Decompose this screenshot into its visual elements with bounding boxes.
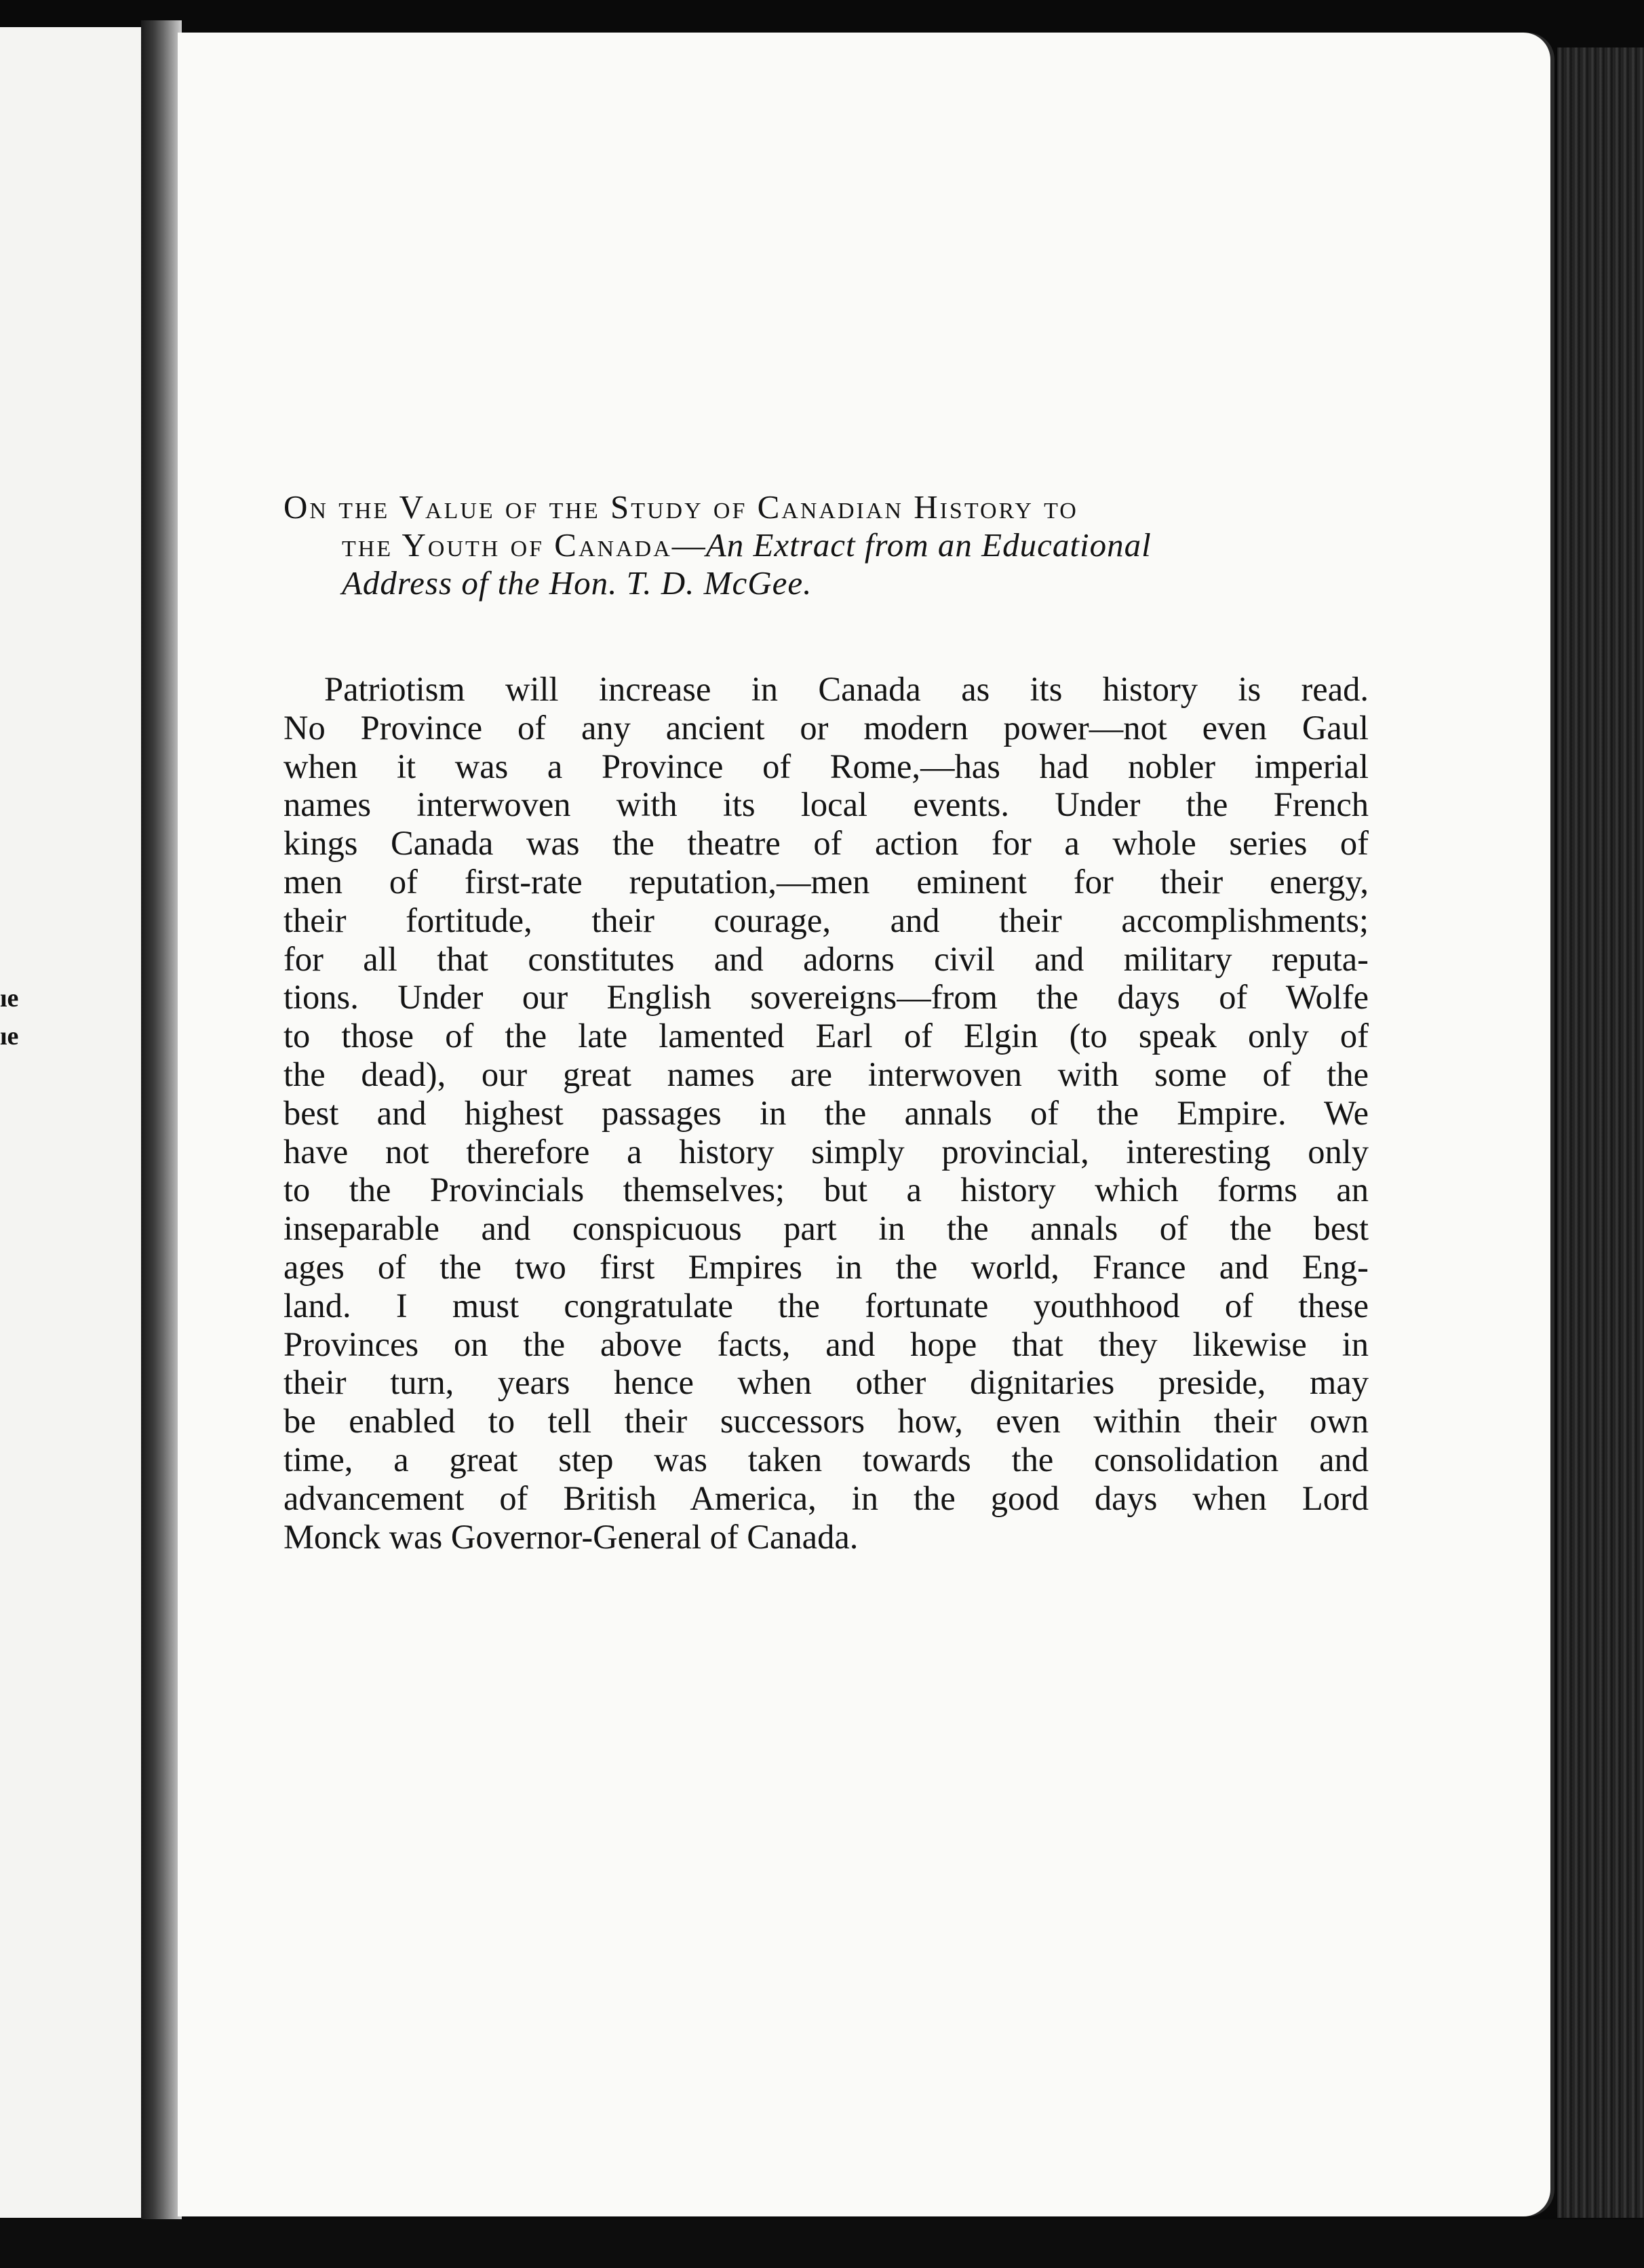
text-line: Patriotism will increase in Canada as its history is read. <box>324 670 1369 708</box>
text-line: when it was a Province of Rome,—has had nobler imperial <box>283 747 1369 785</box>
section-heading <box>283 488 1382 602</box>
book-edge-bottom <box>0 2219 1644 2268</box>
heading-line-3: Address of the Hon. T. D. McGee. <box>342 564 813 602</box>
text-line: their fortitude, their courage, and their accomplishments; <box>283 901 1369 939</box>
text-line: men of first-rate reputation,—men eminent for their energy, <box>283 862 1369 901</box>
text-line: their turn, years hence when other dignitaries preside, may <box>283 1363 1369 1402</box>
text-line: tions. Under our English sovereigns—from the days of Wolfe <box>283 978 1369 1017</box>
text-line: be enabled to tell their successors how, even within their own <box>283 1402 1369 1441</box>
text-line: Monck was Governor-General of Canada. <box>283 1517 859 1556</box>
left-facing-page <box>0 27 151 2218</box>
heading-italic-text: An Extract from an Educational <box>705 526 1152 564</box>
book-edge-right <box>1557 47 1644 2218</box>
left-page-text-fragment: ıe <box>0 985 19 1012</box>
text-line: inseparable and conspicuous part in the annals of the best <box>283 1209 1369 1248</box>
heading-line-2 <box>283 526 1382 564</box>
text-line: names interwoven with its local events. Under the French <box>283 785 1369 824</box>
text-line: best and highest passages in the annals of the Empire. We <box>283 1093 1369 1132</box>
text-line: advancement of British America, in the good days when Lord <box>283 1479 1369 1517</box>
text-line: the dead), our great names are interwoven with some of the <box>283 1055 1369 1093</box>
book-gutter <box>141 20 182 2225</box>
text-line: to those of the late lamented Earl of Elgin (to speak only of <box>283 1017 1369 1055</box>
text-line: land. I must congratulate the fortunate youthhood of these <box>283 1286 1369 1325</box>
text-line: Provinces on the above facts, and hope that they likewise in <box>283 1325 1369 1363</box>
text-line: No Province of any ancient or modern power—not even Gaul <box>283 708 1369 747</box>
body-paragraph <box>283 670 1369 1556</box>
heading-dash: — <box>671 526 706 564</box>
heading-caps-text: the Youth of Canada <box>342 526 672 564</box>
text-line: for all that constitutes and adorns civil and military reputa- <box>283 939 1369 978</box>
text-line: ages of the two first Empires in the world, France and Eng- <box>283 1247 1369 1286</box>
text-line: kings Canada was the theatre of action for a whole series of <box>283 824 1369 863</box>
left-page-text-fragment: ıe <box>0 1023 19 1050</box>
text-line: to the Provincials themselves; but a history which forms an <box>283 1171 1369 1209</box>
heading-line-1: On the Value of the Study of Canadian History to <box>283 488 1078 526</box>
text-line: have not therefore a history simply provincial, interesting only <box>283 1132 1369 1171</box>
text-line: time, a great step was taken towards the consolidation and <box>283 1440 1369 1479</box>
